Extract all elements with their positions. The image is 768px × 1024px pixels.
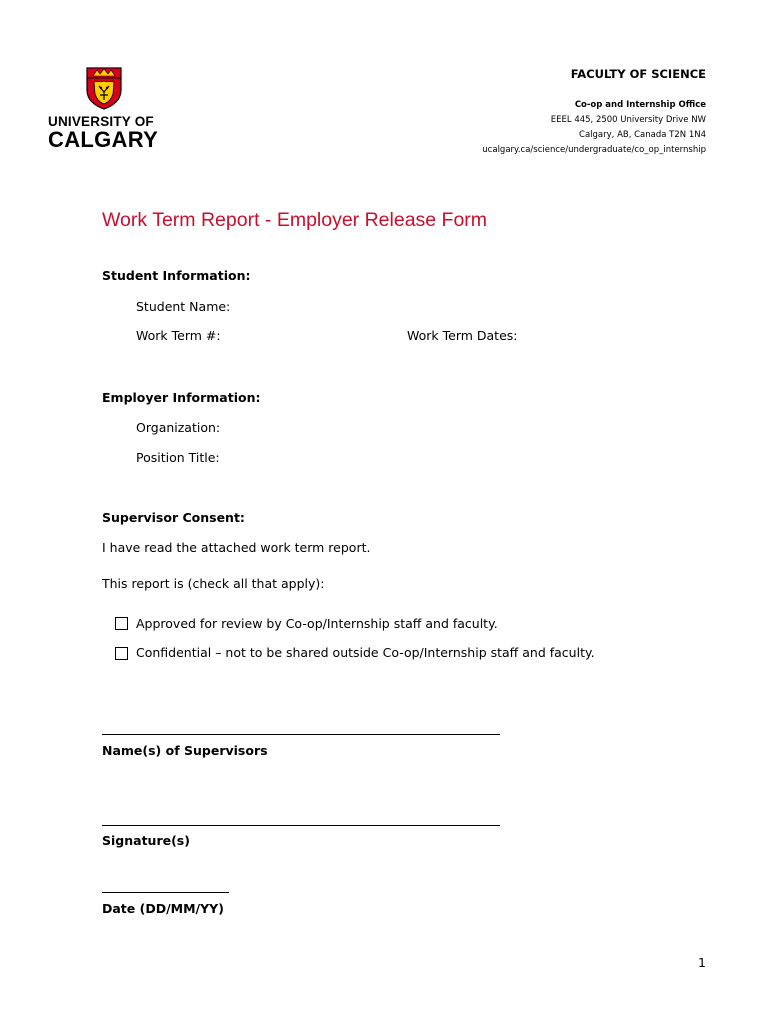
work-term-number-label: Work Term #: [136,328,221,343]
work-term-dates-label: Work Term Dates: [407,328,518,343]
position-title-label: Position Title: [136,450,220,465]
supervisor-names-label: Name(s) of Supervisors [102,743,268,758]
logo-text-calgary: CALGARY [48,127,159,152]
university-logo [48,64,160,156]
address-line-1: EEEL 445, 2500 University Drive NW [550,115,706,125]
consent-statement: I have read the attached work term report. [102,540,371,555]
check-instruction: This report is (check all that apply): [102,576,325,591]
signature-line[interactable] [102,825,500,826]
address-line-2: Calgary, AB, Canada T2N 1N4 [579,130,706,140]
page-number: 1 [698,955,706,970]
signature-label: Signature(s) [102,833,190,848]
logo-text-university-of: UNIVERSITY OF [48,114,154,129]
supervisor-consent-heading: Supervisor Consent: [102,510,245,525]
faculty-name: FACULTY OF SCIENCE [570,67,706,81]
student-name-label: Student Name: [136,299,231,314]
confidential-option-label: Confidential – not to be shared outside Co-op/Internship staff and faculty. [136,645,595,660]
office-name: Co-op and Internship Office [574,100,706,110]
supervisor-names-line[interactable] [102,734,500,735]
student-information-heading: Student Information: [102,268,251,283]
confidential-checkbox[interactable] [115,647,128,660]
date-line[interactable] [102,892,229,893]
crest-icon [85,64,123,110]
approved-option-label: Approved for review by Co-op/Internship staff and faculty. [136,616,498,631]
organization-label: Organization: [136,420,221,435]
date-label: Date (DD/MM/YY) [102,901,224,916]
office-url: ucalgary.ca/science/undergraduate/co_op_internship [482,145,706,155]
approved-checkbox[interactable] [115,617,128,630]
form-title: Work Term Report - Employer Release Form [102,209,488,231]
employer-information-heading: Employer Information: [102,390,261,405]
